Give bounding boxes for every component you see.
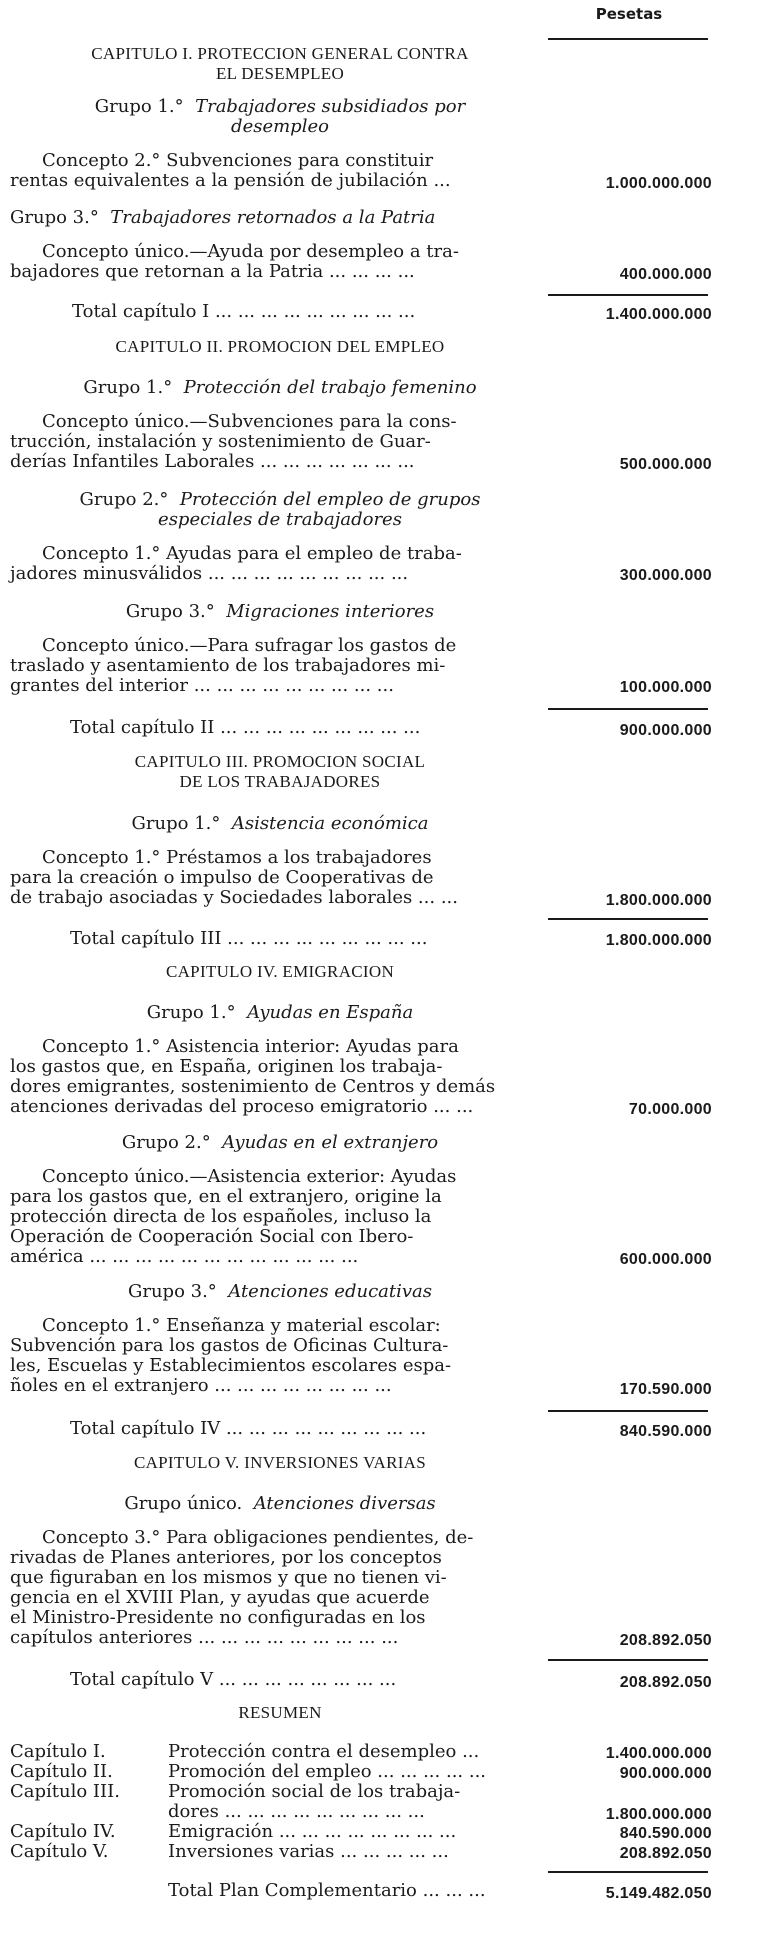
total-label: Total capítulo IV ... ... ... ... ... ... ... ... ... [70,1418,427,1439]
chapter-4-group-2-heading [10,1133,550,1153]
total-label: Total capítulo I ... ... ... ... ... ... ... ... ... [72,301,416,322]
concept-amount: 1.000.000.000 [605,175,712,192]
resumen-amount: 208.892.050 [619,1845,712,1862]
concept-line: américa ... ... ... ... ... ... ... ... ... ... ... ... [10,1246,359,1267]
group-title: Trabajadores retornados a la Patria [110,207,436,228]
total-rule [548,1871,708,1873]
group-title: Trabajadores subsidiados por [195,96,466,117]
chapter-5-total-amount: 208.892.050 [619,1674,712,1691]
resumen-amount: 1.800.000.000 [605,1806,712,1823]
group-title: Ayudas en el extranjero [222,1132,439,1153]
total-label: Total capítulo II ... ... ... ... ... ... ... ... ... [70,717,421,738]
concept-line: Concepto único.—Asistencia exterior: Ayudas [42,1166,457,1187]
group-prefix: Grupo 2.° [79,489,169,510]
resumen-row [10,1822,550,1842]
currency-header: Pesetas [595,5,663,23]
concept-line: Concepto 1.° Préstamos a los trabajadores [42,847,432,868]
resumen-chapter: Capítulo I. [10,1741,106,1762]
chapter-1-group-1-heading [10,97,550,117]
concept-line: que figuraban en los mismos y que no tienen vi- [10,1567,447,1588]
concept-amount: 208.892.050 [619,1632,712,1649]
group-title: Asistencia económica [231,813,429,834]
chapter-1-title-line-2: EL DESEMPLEO [215,64,345,83]
resumen-description: dores ... ... ... ... ... ... ... ... ... [168,1801,425,1822]
group-prefix: Grupo 1.° [94,96,184,117]
group-title: Protección del trabajo femenino [183,377,477,398]
resumen-description: Emigración ... ... ... ... ... ... ... ... [168,1821,457,1842]
chapter-2-group-2-heading [10,490,550,510]
concept-line: Concepto 1.° Asistencia interior: Ayudas para [42,1036,459,1057]
concept-amount: 300.000.000 [619,567,712,584]
group-prefix: Grupo único. [124,1493,243,1514]
chapter-1-group-1-heading-line-2: desempleo [231,116,329,137]
chapter-4-total-amount: 840.590.000 [619,1423,712,1440]
concept-line: dores emigrantes, sostenimiento de Centros y demás [10,1076,496,1097]
chapter-4-title: CAPITULO IV. EMIGRACION [165,962,395,981]
concept-line: ñoles en el extranjero ... ... ... ... ... ... ... ... [10,1375,392,1396]
concept-line: rivadas de Planes anteriores, por los conceptos [10,1547,442,1568]
total-rule [548,1659,708,1661]
total-rule [548,1410,708,1412]
group-title: Atenciones educativas [228,1281,433,1302]
plan-total-amount: 5.149.482.050 [605,1885,712,1902]
concept-amount: 400.000.000 [619,266,712,283]
chapter-4-group-1-heading [10,1003,550,1023]
group-prefix: Grupo 1.° [131,813,221,834]
resumen-chapter: Capítulo III. [10,1781,120,1802]
concept-line: Subvención para los gastos de Oficinas Cultura- [10,1335,449,1356]
chapter-2-total-amount: 900.000.000 [619,722,712,739]
resumen-row [10,1842,550,1862]
chapter-2-group-1-heading [10,378,550,398]
group-prefix: Grupo 3.° [125,601,215,622]
chapter-1-total-amount: 1.400.000.000 [605,306,712,323]
group-title: Atenciones diversas [253,1493,436,1514]
concept-line: para la creación o impulso de Cooperativas de [10,867,434,888]
total-label: Total capítulo III ... ... ... ... ... ... ... ... ... [70,928,428,949]
chapter-1-group-3-heading [10,208,550,228]
concept-line: de trabajo asociadas y Sociedades laborales ... ... [10,887,458,908]
concept-line: para los gastos que, en el extranjero, origine la [10,1186,442,1207]
concept-line: protección directa de los españoles, incluso la [10,1206,432,1227]
resumen-amount: 900.000.000 [619,1765,712,1782]
resumen-chapter: Capítulo IV. [10,1821,116,1842]
plan-total-label: Total Plan Complementario ... ... ... [168,1880,486,1901]
resumen-amount: 840.590.000 [619,1825,712,1842]
resumen-amount: 1.400.000.000 [605,1745,712,1762]
chapter-3-total-amount: 1.800.000.000 [605,932,712,949]
concept-line: derías Infantiles Laborales ... ... ... ... ... ... ... [10,451,415,472]
group-title: Migraciones interiores [226,601,435,622]
group-prefix: Grupo 2.° [121,1132,211,1153]
concept-amount: 600.000.000 [619,1251,712,1268]
group-prefix: Grupo 1.° [146,1002,236,1023]
concept-line: Concepto 2.° Subvenciones para constituir [42,150,434,171]
concept-line: Operación de Cooperación Social con Ibero- [10,1226,414,1247]
concept-line: grantes del interior ... ... ... ... ... ... ... ... ... [10,675,394,696]
concept-line: Concepto único.—Subvenciones para la cons- [42,411,457,432]
resumen-description: Promoción del empleo ... ... ... ... ... [168,1761,487,1782]
concept-line: Concepto 1.° Enseñanza y material escolar: [42,1315,441,1336]
concept-amount: 100.000.000 [619,679,712,696]
chapter-3-group-1-heading [10,814,550,834]
concept-line: trucción, instalación y sostenimiento de Guar- [10,431,431,452]
group-prefix: Grupo 3.° [127,1281,217,1302]
concept-line: Concepto único.—Para sufragar los gastos de [42,635,457,656]
chapter-3-title-line-1: CAPITULO III. PROMOCION SOCIAL [134,752,426,771]
total-rule [548,294,708,296]
concept-line: bajadores que retornan a la Patria ... ... ... ... [10,261,415,282]
resumen-description: Inversiones varias ... ... ... ... ... [168,1841,449,1862]
total-rule [548,708,708,710]
concept-amount: 70.000.000 [628,1101,712,1118]
group-prefix: Grupo 1.° [83,377,173,398]
chapter-2-title: CAPITULO II. PROMOCION DEL EMPLEO [115,337,445,356]
concept-line: Concepto 1.° Ayudas para el empleo de traba- [42,543,462,564]
concept-line: jadores minusválidos ... ... ... ... ... ... ... ... ... [10,563,409,584]
concept-amount: 1.800.000.000 [605,892,712,909]
group-title: Ayudas en España [247,1002,414,1023]
resumen-row [10,1762,550,1782]
concept-line: atenciones derivadas del proceso emigratorio ... ... [10,1096,474,1117]
resumen-chapter: Capítulo II. [10,1761,113,1782]
resumen-description: Protección contra el desempleo ... [168,1741,480,1762]
header-rule [548,38,708,40]
concept-line: el Ministro-Presidente no configuradas en los [10,1607,426,1628]
concept-line: rentas equivalentes a la pensión de jubilación ... [10,170,451,191]
chapter-2-group-3-heading [10,602,550,622]
concept-amount: 170.590.000 [619,1381,712,1398]
chapter-2-group-2-heading-line-2: especiales de trabajadores [158,509,402,530]
group-prefix: Grupo 3.° [10,207,99,228]
concept-line: los gastos que, en España, originen los trabaja- [10,1056,443,1077]
resumen-title: RESUMEN [238,1703,322,1722]
concept-line: gencia en el XVIII Plan, y ayudas que acuerde [10,1587,430,1608]
resumen-row [10,1742,550,1762]
concept-line: les, Escuelas y Establecimientos escolares espa- [10,1355,452,1376]
chapter-5-title: CAPITULO V. INVERSIONES VARIAS [133,1453,427,1472]
resumen-row-continuation [10,1802,550,1822]
chapter-5-group-heading [10,1494,550,1514]
chapter-4-group-3-heading [10,1282,550,1302]
concept-line: traslado y asentamiento de los trabajadores mi- [10,655,446,676]
chapter-1-title-line-1: CAPITULO I. PROTECCION GENERAL CONTRA [91,44,469,63]
concept-line: Concepto único.—Ayuda por desempleo a tra- [42,241,459,262]
resumen-description: Promoción social de los trabaja- [168,1781,461,1802]
resumen-chapter: Capítulo V. [10,1841,109,1862]
concept-amount: 500.000.000 [619,456,712,473]
group-title: Protección del empleo de grupos [179,489,481,510]
chapter-3-title-line-2: DE LOS TRABAJADORES [179,772,381,791]
concept-line: Concepto 3.° Para obligaciones pendientes, de- [42,1527,474,1548]
total-rule [548,918,708,920]
concept-line: capítulos anteriores ... ... ... ... ... ... ... ... ... [10,1627,399,1648]
total-label: Total capítulo V ... ... ... ... ... ... ... ... [70,1669,397,1690]
resumen-row [10,1782,550,1802]
